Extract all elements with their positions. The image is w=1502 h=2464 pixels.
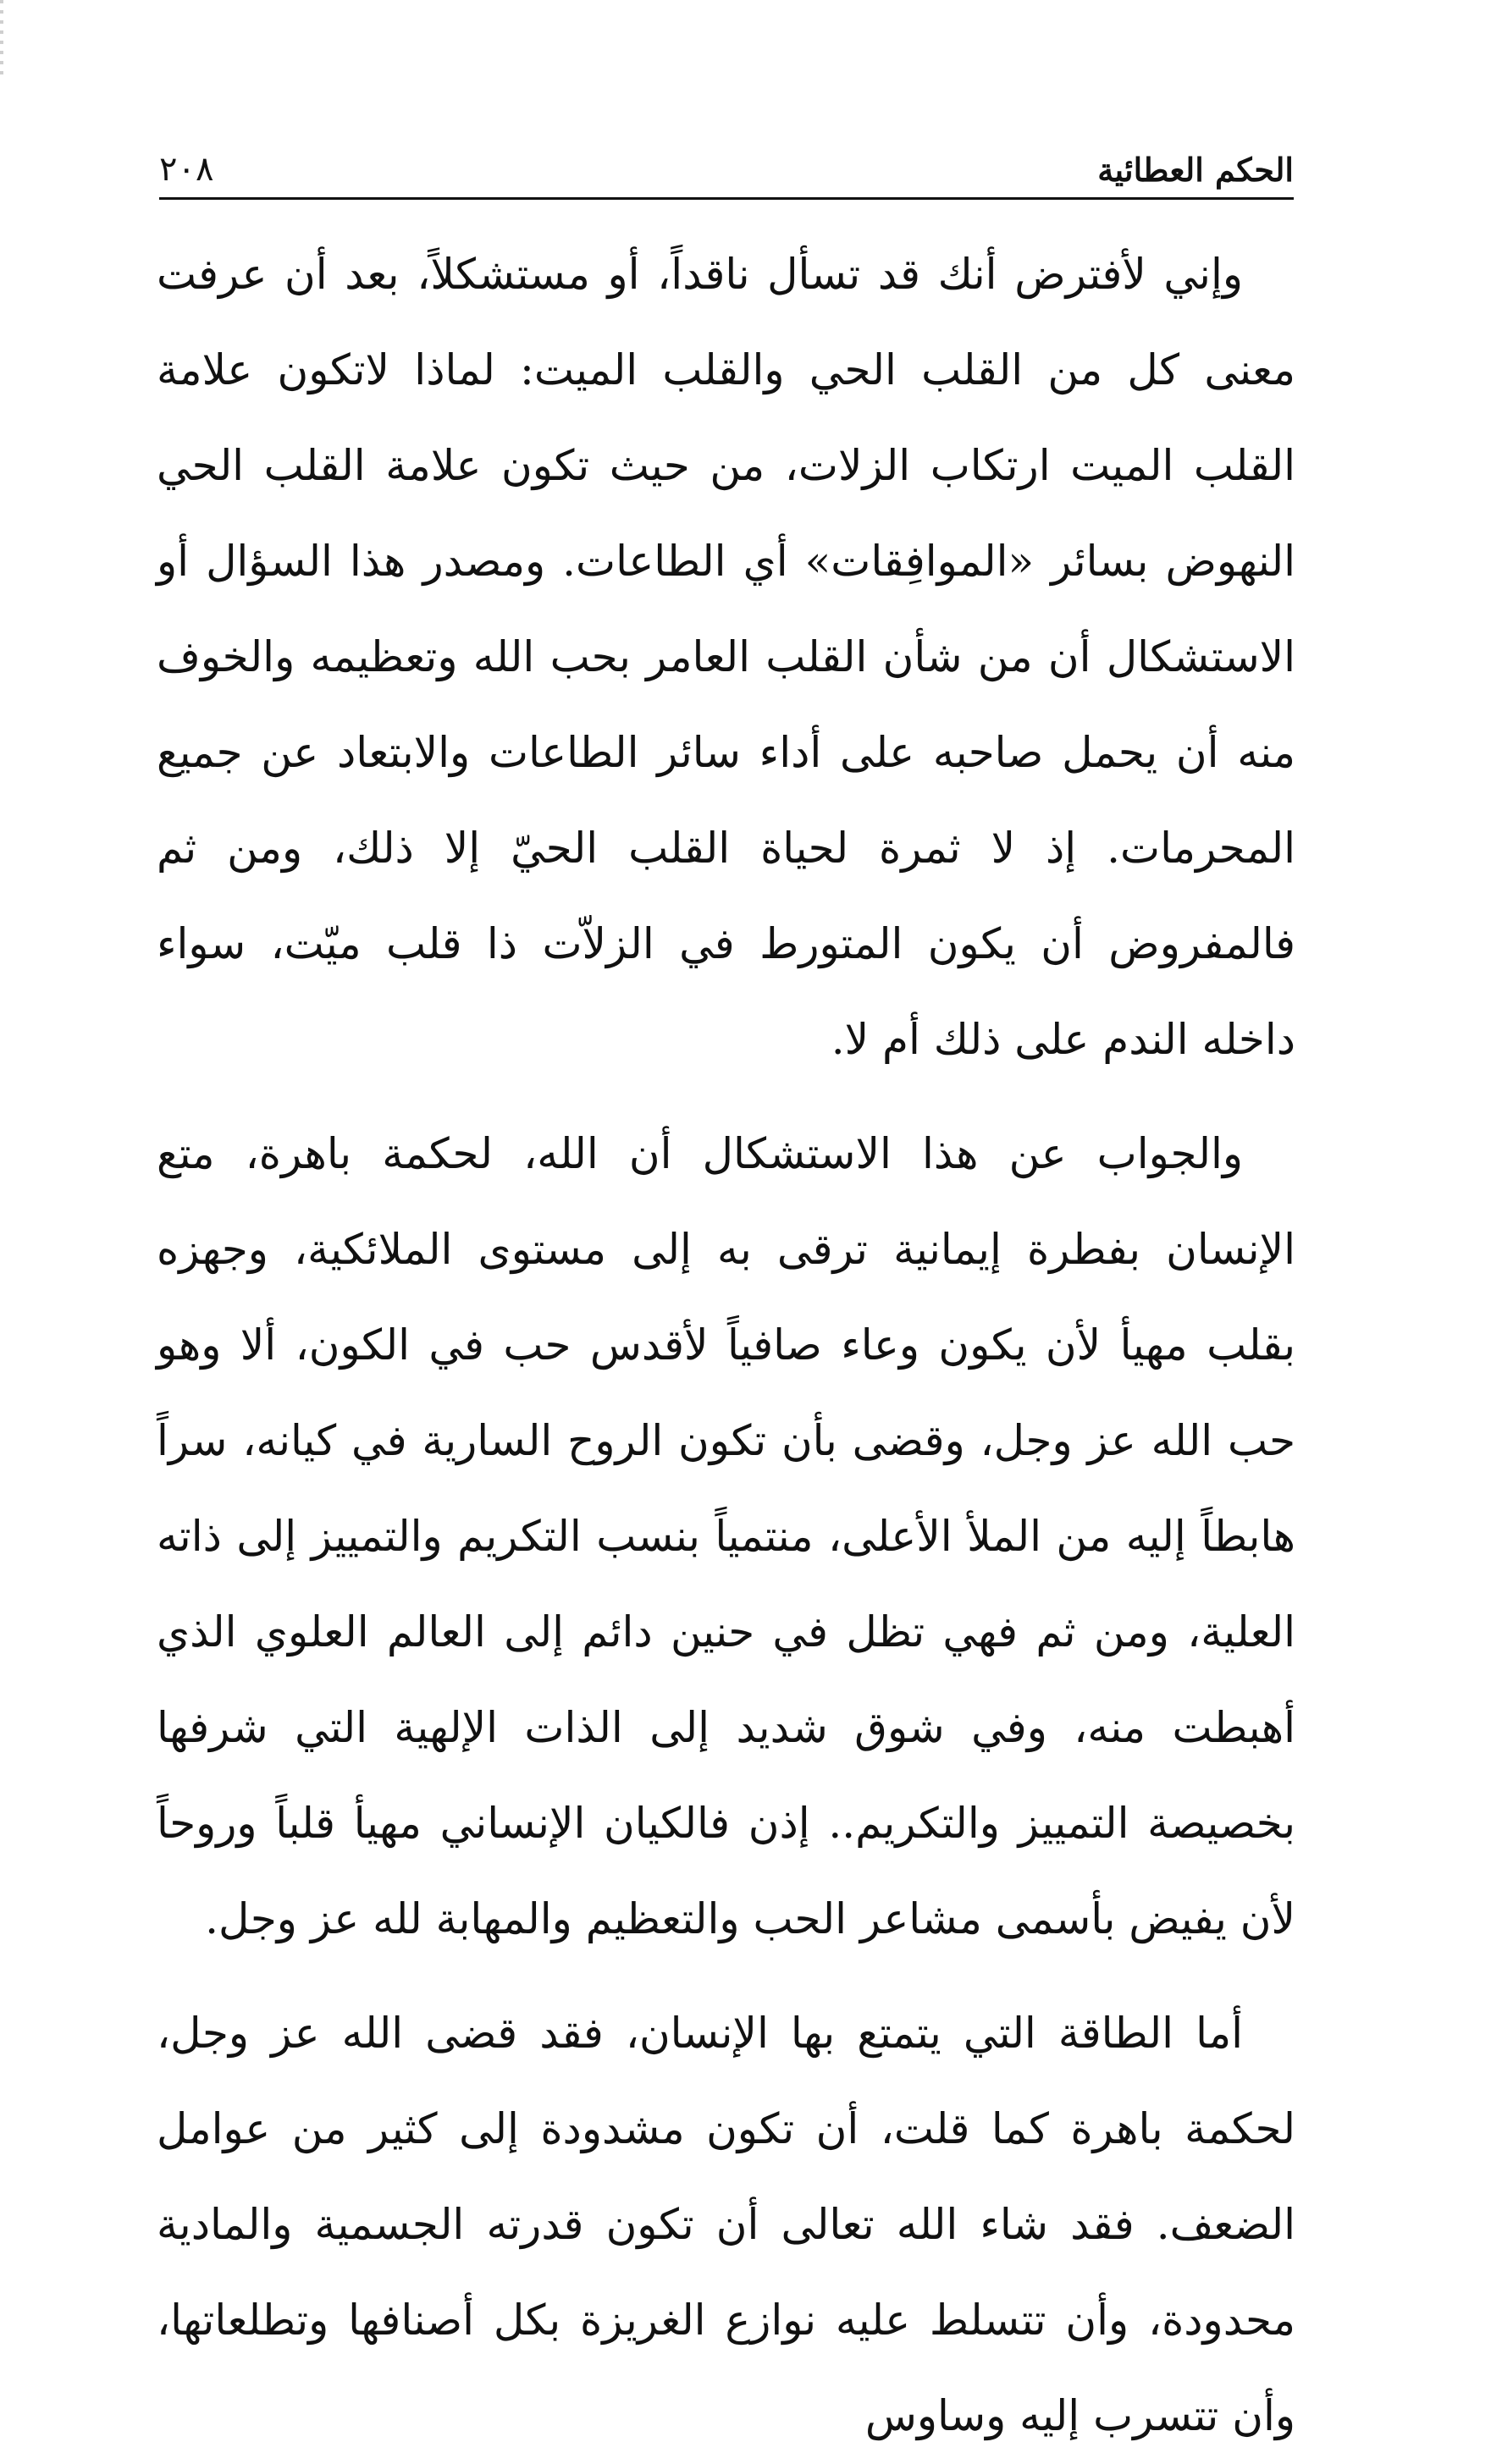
paragraph-3: أما الطاقة التي يتمتع بها الإنسان، فقد قضى الله عز وجل، لحكمة باهرة كما قلت، أن تكون مشدودة إلى كثير من عوامل الضعف. فقد شاء الله تعالى أن تكون قدرته الجسمية والمادية محدودة، وأن تتسلط عليه نوازع الغريزة بكل أصنافها وتطلعاتها، وأن تتسرب إليه وساوس	[157, 2009, 1295, 2440]
running-header	[159, 135, 1294, 200]
book-title: الحكم العطائية	[1097, 151, 1294, 189]
body-text	[157, 227, 1295, 2464]
page-number: ٢٠٨	[159, 150, 214, 189]
paragraph-2: والجواب عن هذا الاستشكال أن الله، لحكمة باهرة، متع الإنسان بفطرة إيمانية ترقى به إلى مستوى الملائكية، وجهزه بقلب مهيأ لأن يكون وعاء صافياً لأقدس حب في الكون، ألا وهو حب الله عز وجل، وقضى بأن تكون الروح السارية في كيانه، سراً هابطاً إليه من الملأ الأعلى، منتمياً بنسب التكريم والتمييز إلى ذاته العلية، ومن ثم فهي تظل في حنين دائم إلى العالم العلوي الذي أهبطت منه، وفي شوق شديد إلى الذات الإلهية التي شرفها بخصيصة التمييز والتكريم.. إذن فالكيان الإنساني مهيأ قلباً وروحاً لأن يفيض بأسمى مشاعر الحب والتعظيم والمهابة لله عز وجل.	[157, 1129, 1295, 1943]
scan-edge-marks	[0, 0, 3, 76]
paragraph-1: وإني لأفترض أنك قد تسأل ناقداً، أو مستشكلاً، بعد أن عرفت معنى كل من القلب الحي والقلب الميت: لماذا لاتكون علامة القلب الميت ارتكاب الزلات، من حيث تكون علامة القلب الحي النهوض بسائر «الموافِقات» أي الطاعات. ومصدر هذا السؤال أو الاستشكال أن من شأن القلب العامر بحب الله وتعظيمه والخوف منه أن يحمل صاحبه على أداء سائر الطاعات والابتعاد عن جميع المحرمات. إذ لا ثمرة لحياة القلب الحيّ إلا ذلك، ومن ثم فالمفروض أن يكون المتورط في الزلاّت ذا قلب ميّت، سواء داخله الندم على ذلك أم لا.	[157, 250, 1295, 1064]
